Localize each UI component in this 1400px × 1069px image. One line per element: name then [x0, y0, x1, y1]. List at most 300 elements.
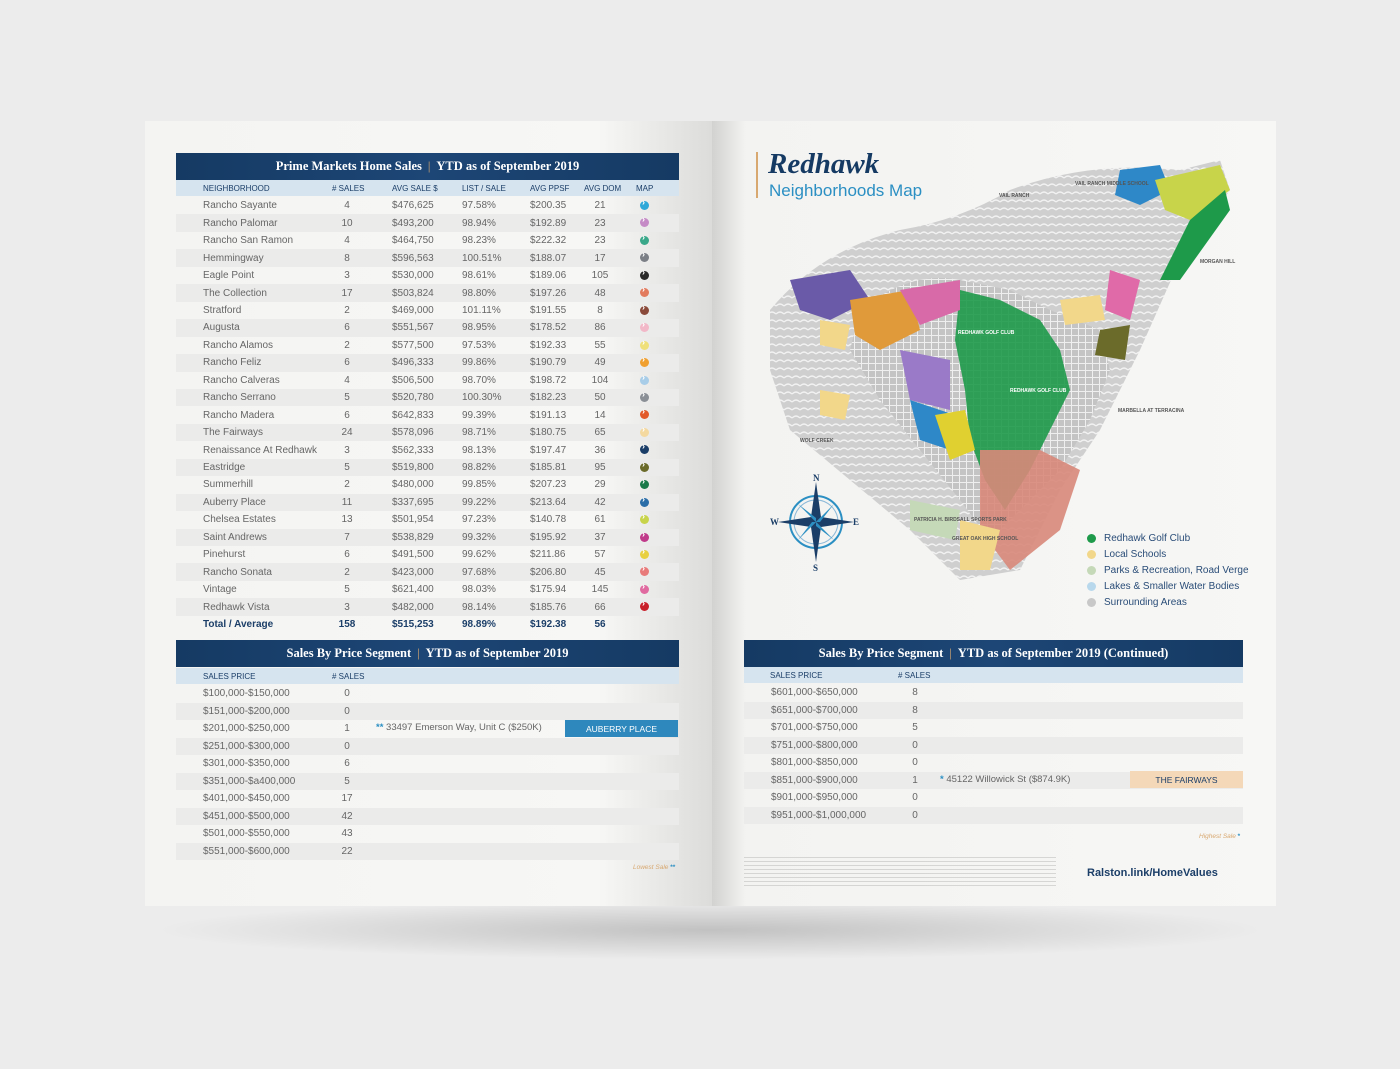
table-cell: $195.92 — [530, 531, 567, 543]
table-cell: 100.30% — [462, 392, 502, 404]
map-link-icon[interactable] — [640, 550, 649, 559]
footnote-text: Lowest Sale — [633, 864, 671, 871]
table-cell: 6 — [344, 357, 350, 369]
table-cell: 5 — [344, 392, 350, 404]
table-cell: $621,400 — [392, 584, 434, 596]
school-area-east — [1060, 295, 1105, 325]
table-cell: 99.39% — [462, 409, 496, 421]
the-fairways-tag: THE FAIRWAYS — [1130, 771, 1243, 788]
table-row — [744, 789, 1243, 807]
table-cell: $423,000 — [392, 566, 434, 578]
compass-e: E — [853, 517, 860, 527]
table-cell: Rancho Alamos — [203, 339, 274, 351]
footnote-text: Highest Sale — [1199, 833, 1238, 840]
col-avg-sale: AVG SALE $ — [392, 183, 438, 193]
table-cell: 3 — [344, 270, 350, 282]
table-cell: 158 — [338, 619, 356, 631]
table-cell: 4 — [344, 374, 350, 386]
table-cell: $189.06 — [530, 270, 567, 282]
table-cell: 2 — [344, 479, 350, 491]
sales-count-cell: 0 — [344, 740, 350, 752]
table-cell: 14 — [594, 409, 606, 421]
sales-count-cell: 1 — [344, 723, 350, 735]
map-link-icon[interactable] — [640, 236, 649, 245]
table-row — [176, 773, 679, 791]
sales-count-cell: 0 — [344, 705, 350, 717]
table-cell: 45 — [594, 566, 606, 578]
table-row — [176, 755, 679, 773]
table-row — [176, 808, 679, 826]
price-range-cell: $801,000-$850,000 — [771, 757, 858, 769]
table-row — [176, 825, 679, 843]
table-cell: 23 — [594, 217, 606, 229]
note-mark: * — [940, 774, 944, 785]
table-cell: 11 — [341, 496, 353, 508]
price-range-cell: $651,000-$700,000 — [771, 704, 858, 716]
col-sales-price: SALES PRICE — [770, 670, 823, 680]
table-row — [744, 737, 1243, 755]
table-cell: $185.76 — [530, 601, 567, 613]
table-cell: $520,780 — [392, 392, 434, 404]
prime-markets-header — [176, 153, 679, 180]
home-values-link[interactable]: Ralston.link/HomeValues — [1087, 867, 1218, 879]
map-link-icon[interactable] — [640, 480, 649, 489]
table-cell: $577,500 — [392, 339, 434, 351]
table-cell: Eagle Point — [203, 270, 255, 282]
table-row — [744, 684, 1243, 702]
table-cell: 56 — [594, 619, 606, 631]
table-row — [176, 494, 679, 512]
table-cell: $503,824 — [392, 287, 434, 299]
table-cell: $496,333 — [392, 357, 434, 369]
table-cell: 145 — [591, 584, 609, 596]
table-cell: 6 — [344, 549, 350, 561]
table-cell: $191.13 — [530, 409, 567, 421]
legend-label: Parks & Recreation, Road Verge — [1104, 565, 1249, 576]
table-cell: The Fairways — [203, 427, 264, 439]
legend-swatch — [1087, 598, 1096, 607]
table-cell: 24 — [341, 427, 353, 439]
footnote-mark: ** — [670, 864, 676, 871]
table-cell: $175.94 — [530, 584, 567, 596]
price-range-cell: $851,000-$900,000 — [771, 774, 858, 786]
book-shadow — [150, 900, 1270, 960]
table-row — [176, 197, 679, 215]
table-row — [176, 249, 679, 267]
table-row — [176, 354, 679, 372]
table-cell: Total / Average — [203, 619, 274, 631]
segment-continued-title: Sales By Price Segment — [818, 646, 944, 660]
disclaimer-fine-print — [744, 857, 1056, 889]
header-separator: | — [427, 159, 431, 173]
table-row — [176, 790, 679, 808]
table-cell: Redhawk Vista — [203, 601, 270, 613]
table-row — [176, 284, 679, 302]
table-cell: 98.14% — [462, 601, 496, 613]
price-range-cell: $201,000-$250,000 — [203, 723, 290, 735]
table-row — [176, 546, 679, 564]
total-row — [176, 616, 679, 634]
table-cell: 48 — [594, 287, 606, 299]
sales-count-cell: 6 — [344, 758, 350, 770]
table-cell: $501,954 — [392, 514, 434, 526]
table-cell: 98.70% — [462, 374, 496, 386]
table-row — [176, 685, 679, 703]
legend-label: Lakes & Smaller Water Bodies — [1104, 581, 1240, 592]
prime-column-header — [176, 180, 679, 196]
table-cell: $464,750 — [392, 235, 434, 247]
table-cell: Saint Andrews — [203, 531, 267, 543]
legend-item — [1087, 533, 1190, 544]
legend-swatch — [1087, 566, 1096, 575]
map-link-icon[interactable] — [640, 498, 649, 507]
table-cell: $192.38 — [530, 619, 567, 631]
map-link-icon[interactable] — [640, 463, 649, 472]
table-row — [176, 389, 679, 407]
note-mark: ** — [376, 722, 384, 733]
table-cell: The Collection — [203, 287, 267, 299]
table-cell: $493,200 — [392, 217, 434, 229]
segment-continued-header — [744, 640, 1243, 667]
table-cell: 4 — [344, 235, 350, 247]
table-cell: 8 — [597, 304, 603, 316]
table-cell: 17 — [341, 287, 353, 299]
table-cell: 98.23% — [462, 235, 496, 247]
table-cell: 97.53% — [462, 339, 496, 351]
table-cell: 2 — [344, 566, 350, 578]
table-cell: 99.86% — [462, 357, 496, 369]
table-cell: Rancho Feliz — [203, 357, 262, 369]
table-cell: $213.64 — [530, 496, 567, 508]
table-cell: $197.26 — [530, 287, 567, 299]
table-cell: $207.23 — [530, 479, 567, 491]
table-cell: Rancho Calveras — [203, 374, 280, 386]
map-link-icon[interactable] — [640, 288, 649, 297]
map-link-icon[interactable] — [640, 602, 649, 611]
sales-count-cell: 0 — [912, 809, 918, 821]
table-cell: 104 — [591, 374, 609, 386]
table-row — [744, 702, 1243, 720]
table-cell: Rancho Sayante — [203, 200, 277, 212]
col-neighborhood: NEIGHBORHOOD — [203, 183, 270, 193]
map-link-icon[interactable] — [640, 585, 649, 594]
lowest-sale-note — [376, 722, 542, 733]
table-cell: Rancho San Ramon — [203, 235, 294, 247]
table-cell: Rancho Sonata — [203, 566, 272, 578]
map-link-icon[interactable] — [640, 306, 649, 315]
table-cell: $191.55 — [530, 304, 567, 316]
table-cell: 98.03% — [462, 584, 496, 596]
table-row — [176, 441, 679, 459]
table-row — [176, 476, 679, 494]
table-cell: 98.95% — [462, 322, 496, 334]
table-cell: 98.13% — [462, 444, 496, 456]
label-wolf-creek: WOLF CREEK — [800, 438, 834, 444]
note-text: 33497 Emerson Way, Unit C ($250K) — [383, 722, 542, 733]
table-cell: $476,625 — [392, 200, 434, 212]
table-cell: 37 — [594, 531, 606, 543]
map-link-icon[interactable] — [640, 445, 649, 454]
segment-header — [176, 640, 679, 667]
table-cell: $222.32 — [530, 235, 567, 247]
table-row — [176, 581, 679, 599]
segment-continued-subtitle: YTD as of September 2019 (Continued) — [957, 646, 1169, 660]
table-cell: 13 — [341, 514, 353, 526]
price-range-cell: $551,000-$600,000 — [203, 845, 290, 857]
table-cell: 98.80% — [462, 287, 496, 299]
table-cell: 5 — [344, 584, 350, 596]
table-cell: 50 — [594, 392, 606, 404]
table-cell: 17 — [594, 252, 606, 264]
table-cell: 101.11% — [462, 304, 501, 316]
map-link-icon[interactable] — [640, 218, 649, 227]
label-great-oak-high-school: GREAT OAK HIGH SCHOOL — [952, 536, 1019, 542]
price-range-cell: $351,000-$a400,000 — [203, 775, 296, 787]
map-link-icon[interactable] — [640, 515, 649, 524]
map-link-icon[interactable] — [640, 376, 649, 385]
price-range-cell: $401,000-$450,000 — [203, 793, 290, 805]
price-range-cell: $301,000-$350,000 — [203, 758, 290, 770]
legend-label: Redhawk Golf Club — [1104, 533, 1191, 544]
map-link-icon[interactable] — [640, 201, 649, 210]
legend-swatch — [1087, 534, 1096, 543]
school-area-west — [820, 320, 850, 350]
map-link-icon[interactable] — [640, 410, 649, 419]
table-cell: 7 — [344, 531, 350, 543]
table-cell: 57 — [594, 549, 606, 561]
table-cell: 49 — [594, 357, 606, 369]
table-row — [176, 738, 679, 756]
compass-s: S — [813, 563, 819, 573]
price-range-cell: $951,000-$1,000,000 — [771, 809, 867, 821]
table-cell: 10 — [341, 217, 353, 229]
compass-rose — [776, 480, 860, 570]
sales-count-cell: 5 — [912, 722, 918, 734]
label-morgan-hill: MORGAN HILL — [1200, 259, 1236, 265]
footnote-mark: * — [1237, 833, 1241, 840]
legend-label: Surrounding Areas — [1104, 597, 1187, 608]
table-cell: Augusta — [203, 322, 240, 334]
col-sales-count: # SALES — [898, 670, 931, 680]
table-cell: $197.47 — [530, 444, 567, 456]
map-link-icon[interactable] — [640, 253, 649, 262]
sales-count-cell: 0 — [912, 757, 918, 769]
table-cell: 4 — [344, 200, 350, 212]
map-link-icon[interactable] — [640, 271, 649, 280]
table-cell: 61 — [594, 514, 606, 526]
col-avg-ppsf: AVG PPSF — [530, 183, 570, 193]
note-text: 45122 Willowick St ($874.9K) — [943, 774, 1071, 785]
map-link-icon[interactable] — [640, 323, 649, 332]
table-row — [176, 703, 679, 721]
table-cell: 95 — [594, 462, 606, 473]
price-range-cell: $751,000-$800,000 — [771, 739, 858, 751]
price-range-cell: $901,000-$950,000 — [771, 792, 858, 804]
table-row — [176, 267, 679, 285]
table-cell: 98.82% — [462, 462, 496, 473]
legend-item — [1087, 597, 1187, 608]
col-map: MAP — [636, 183, 654, 193]
highest-sale-footnote — [1199, 833, 1240, 840]
map-link-icon[interactable] — [640, 393, 649, 402]
table-cell: Renaissance At Redhawk — [203, 444, 317, 456]
table-row — [176, 337, 679, 355]
table-cell: 98.94% — [462, 217, 496, 229]
table-cell: $482,000 — [392, 601, 434, 613]
table-cell: 8 — [344, 252, 350, 264]
label-marbella: MARBELLA AT TERRACINA — [1118, 408, 1185, 414]
header-separator: | — [949, 646, 952, 660]
table-cell: 3 — [344, 601, 350, 613]
table-cell: $190.79 — [530, 357, 567, 369]
segment-subtitle: YTD as of September 2019 — [425, 646, 569, 660]
table-cell: 105 — [591, 270, 609, 282]
table-cell: 29 — [594, 479, 606, 491]
table-row — [176, 459, 679, 477]
price-range-cell: $251,000-$300,000 — [203, 740, 290, 752]
table-cell: Chelsea Estates — [203, 514, 276, 526]
table-cell: 36 — [594, 444, 606, 456]
table-cell: $515,253 — [392, 619, 434, 631]
table-cell: $642,833 — [392, 409, 434, 421]
table-row — [176, 406, 679, 424]
table-cell: 97.23% — [462, 514, 496, 526]
table-row — [176, 843, 679, 861]
col-list-sale: LIST / SALE — [462, 183, 506, 193]
legend-item — [1087, 581, 1239, 592]
price-range-cell: $701,000-$750,000 — [771, 722, 858, 734]
legend-label: Local Schools — [1104, 549, 1167, 560]
legend-swatch — [1087, 582, 1096, 591]
label-vail-ranch-middle-school: VAIL RANCH MIDDLE SCHOOL — [1075, 181, 1149, 187]
legend-swatch — [1087, 550, 1096, 559]
label-vail-ranch: VAIL RANCH — [999, 193, 1030, 199]
table-cell: $200.35 — [530, 200, 567, 212]
table-cell: Stratford — [203, 304, 242, 316]
table-cell: 23 — [594, 235, 606, 247]
table-cell: $192.89 — [530, 217, 567, 229]
sales-count-cell: 17 — [341, 793, 353, 805]
lowest-sale-footnote — [633, 864, 675, 871]
sales-count-cell: 0 — [912, 792, 918, 804]
table-cell: Rancho Serrano — [203, 392, 276, 404]
segment-continued-column-header — [744, 667, 1243, 683]
table-cell: Summerhill — [203, 479, 254, 491]
map-link-icon[interactable] — [640, 428, 649, 437]
prime-markets-subtitle: YTD as of September 2019 — [436, 159, 580, 173]
table-cell: Rancho Madera — [203, 409, 275, 421]
table-cell: $140.78 — [530, 514, 567, 526]
sales-count-cell: 0 — [912, 739, 918, 751]
map-title: Redhawk — [768, 148, 880, 180]
table-cell: 99.85% — [462, 479, 496, 491]
table-cell: $180.75 — [530, 427, 567, 439]
table-row — [176, 424, 679, 442]
map-link-icon[interactable] — [640, 567, 649, 576]
sales-count-cell: 8 — [912, 687, 918, 699]
table-cell: Eastridge — [203, 462, 246, 473]
label-redhawk-golf-club: REDHAWK GOLF CLUB — [958, 330, 1015, 336]
col-sales: # SALES — [332, 183, 365, 193]
table-row — [176, 372, 679, 390]
table-cell: 21 — [594, 200, 606, 212]
label-sports-park: PATRICIA H. BIRDSALL SPORTS PARK — [914, 517, 1007, 523]
sales-count-cell: 1 — [912, 774, 918, 786]
table-cell: Vintage — [203, 584, 237, 596]
label-redhawk-golf-club-2: REDHAWK GOLF CLUB — [1010, 388, 1067, 394]
price-range-cell: $151,000-$200,000 — [203, 705, 290, 717]
table-cell: Auberry Place — [203, 496, 266, 508]
table-cell: $530,000 — [392, 270, 434, 282]
table-cell: 100.51% — [462, 252, 502, 264]
title-accent-bar — [756, 152, 758, 198]
auberry-place-tag: AUBERRY PLACE — [565, 720, 678, 737]
sales-count-cell: 5 — [344, 775, 350, 787]
table-cell: $596,563 — [392, 252, 434, 264]
table-row — [176, 563, 679, 581]
table-cell: 2 — [344, 304, 350, 316]
table-cell: 66 — [594, 601, 606, 613]
table-row — [744, 807, 1243, 825]
price-range-cell: $451,000-$500,000 — [203, 810, 290, 822]
table-cell: 5 — [344, 462, 350, 473]
sales-count-cell: 42 — [341, 810, 353, 822]
segment-column-header — [176, 668, 679, 684]
map-subtitle: Neighborhoods Map — [769, 181, 923, 200]
legend-item — [1087, 549, 1166, 560]
table-row — [744, 719, 1243, 737]
table-cell: $562,333 — [392, 444, 434, 456]
price-range-cell: $100,000-$150,000 — [203, 688, 290, 700]
table-cell: $480,000 — [392, 479, 434, 491]
table-cell: 98.71% — [462, 427, 496, 439]
map-link-icon[interactable] — [640, 358, 649, 367]
map-link-icon[interactable] — [640, 533, 649, 542]
table-cell: 86 — [594, 322, 606, 334]
neighborhood-olive — [1095, 325, 1130, 360]
table-row — [176, 302, 679, 320]
map-link-icon[interactable] — [640, 341, 649, 350]
table-row — [176, 598, 679, 616]
table-cell: $491,500 — [392, 549, 434, 561]
table-cell: 98.61% — [462, 270, 496, 282]
table-row — [176, 511, 679, 529]
table-cell: 6 — [344, 322, 350, 334]
col-sales-count: # SALES — [332, 671, 365, 681]
compass-w: W — [770, 517, 779, 527]
table-row — [176, 214, 679, 232]
price-range-cell: $501,000-$550,000 — [203, 828, 290, 840]
table-cell: 3 — [344, 444, 350, 456]
sales-count-cell: 0 — [344, 688, 350, 700]
table-cell: 55 — [594, 339, 606, 351]
sales-count-cell: 22 — [341, 845, 353, 857]
table-cell: $578,096 — [392, 427, 434, 439]
table-cell: $551,567 — [392, 322, 434, 334]
table-cell: 99.32% — [462, 531, 496, 543]
table-row — [744, 754, 1243, 772]
table-cell: $206.80 — [530, 566, 567, 578]
table-cell: $506,500 — [392, 374, 434, 386]
table-cell: $178.52 — [530, 322, 567, 334]
header-separator: | — [417, 646, 420, 660]
prime-markets-title: Prime Markets Home Sales — [275, 159, 422, 173]
table-cell: 2 — [344, 339, 350, 351]
table-cell: 99.62% — [462, 549, 496, 561]
table-cell: $192.33 — [530, 339, 567, 351]
table-row — [176, 319, 679, 337]
table-cell: 42 — [594, 496, 606, 508]
